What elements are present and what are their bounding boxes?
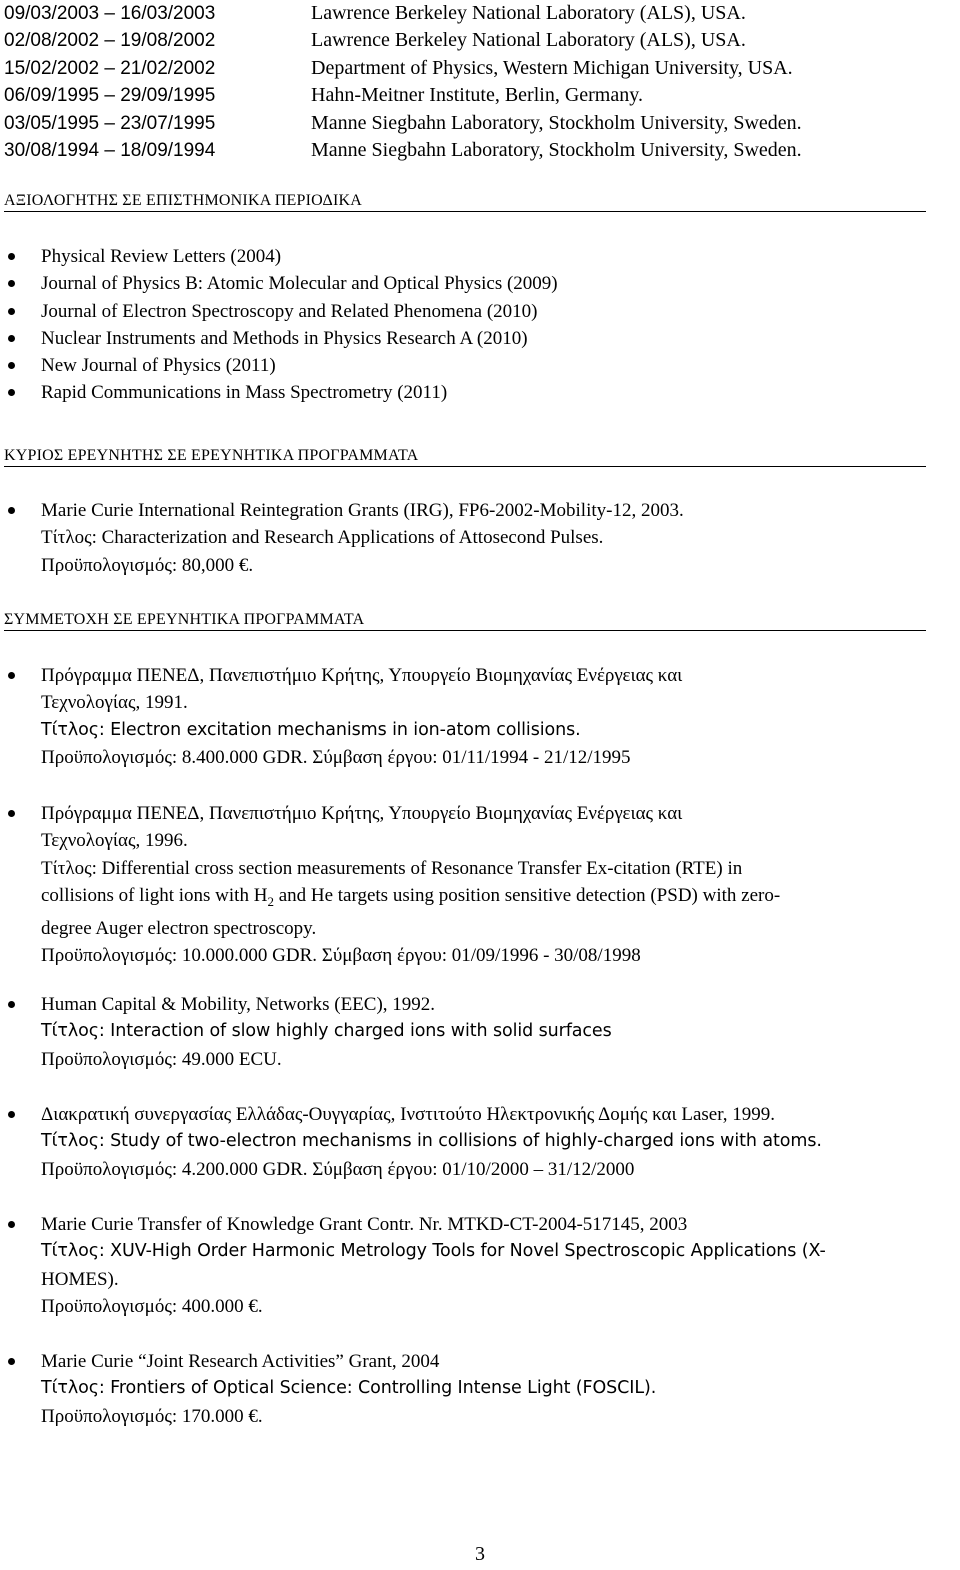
- journal-name: Journal of Electron Spectroscopy and Related Phenomena (2010): [41, 300, 538, 322]
- project-name-cont: Τεχνολογίας, 1991.: [41, 692, 188, 714]
- page-number: 3: [475, 1543, 485, 1565]
- project-name: Πρόγραμμα ΠΕΝΕΔ, Πανεπιστήμιο Κρήτης, Υπουργείο Βιομηχανίας Ενέργειας και: [41, 665, 683, 686]
- visit-row: [4, 27, 944, 54]
- project-name-cont: Τεχνολογίας, 1996.: [41, 830, 188, 852]
- list-item: [0, 270, 960, 297]
- project-title: Τίτλος: XUV-High Order Harmonic Metrology Tools for Novel Spectroscopic Applications (X-: [41, 1241, 826, 1262]
- project-budget: Προϋπολογισμός: 4.200.000 GDR. Σύμβαση έργου: 01/10/2000 – 31/12/2000: [41, 1158, 635, 1180]
- visit-place: Department of Physics, Western Michigan University, USA.: [311, 56, 793, 79]
- list-item: [0, 1211, 960, 1320]
- visit-dates: 09/03/2003 – 16/03/2003: [4, 3, 216, 24]
- project-title-cont: HOMES).: [41, 1268, 119, 1290]
- reviewer-section-title: ΑΞΙΟΛΟΓΗΤΗΣ ΣΕ ΕΠΙΣΤΗΜΟΝΙΚΑ ΠΕΡΙΟΔΙΚΑ: [4, 191, 926, 212]
- bullet-icon: [8, 280, 15, 287]
- project-title: Τίτλος: Study of two-electron mechanisms in collisions of highly-charged ions with atoms.: [41, 1131, 822, 1152]
- bullet-icon: [8, 389, 15, 396]
- visit-place: Lawrence Berkeley National Laboratory (ALS), USA.: [311, 29, 746, 52]
- list-item: [0, 662, 960, 771]
- visit-place: Lawrence Berkeley National Laboratory (ALS), USA.: [311, 2, 746, 24]
- bullet-icon: [8, 507, 15, 514]
- project-title-part: collisions of light ions with H: [41, 884, 268, 906]
- visit-dates: 03/05/1995 – 23/07/1995: [4, 112, 216, 134]
- list-item: [0, 325, 960, 352]
- reviewer-journal-list: [0, 243, 960, 407]
- pi-project-list: [0, 497, 960, 579]
- project-name: Marie Curie International Reintegration Grants (IRG), FP6-2002-Mobility-12, 2003.: [41, 500, 684, 521]
- project-name: Πρόγραμμα ΠΕΝΕΔ, Πανεπιστήμιο Κρήτης, Υπουργείο Βιομηχανίας Ενέργειας και: [41, 803, 683, 824]
- visit-row: [4, 82, 944, 109]
- visit-place: Hahn-Meitner Institute, Berlin, Germany.: [311, 84, 643, 107]
- project-name: Human Capital & Mobility, Networks (EEC), 1992.: [41, 994, 436, 1015]
- list-item: [0, 497, 960, 579]
- bullet-icon: [8, 1111, 15, 1118]
- participation-project: [0, 1211, 960, 1320]
- list-item: [0, 800, 960, 970]
- bullet-icon: [8, 810, 15, 817]
- list-item: [0, 1348, 960, 1430]
- journal-name: Rapid Communications in Mass Spectrometry (2011): [41, 382, 448, 404]
- participation-project: [0, 1101, 960, 1183]
- project-budget: Προϋπολογισμός: 170.000 €.: [41, 1405, 263, 1427]
- project-title-cont: [41, 882, 960, 915]
- list-item: [0, 352, 960, 379]
- project-title: Τίτλος: Frontiers of Optical Science: Controlling Intense Light (FOSCIL).: [41, 1378, 657, 1399]
- visit-row: [4, 0, 944, 27]
- journal-name: New Journal of Physics (2011): [41, 355, 276, 377]
- participation-project: [0, 1348, 960, 1430]
- visit-row: [4, 110, 944, 137]
- project-title: Τίτλος: Differential cross section measurements of Resonance Transfer Ex-citation (RTE) in: [41, 857, 743, 879]
- pi-section-title: ΚΥΡΙΟΣ ΕΡΕΥΝΗΤΗΣ ΣΕ ΕΡΕΥΝΗΤΙΚΑ ΠΡΟΓΡΑΜΜΑΤΑ: [4, 446, 926, 467]
- visit-row: [4, 137, 944, 164]
- bullet-icon: [8, 672, 15, 679]
- visit-dates: 06/09/1995 – 29/09/1995: [4, 85, 216, 107]
- project-name: Διακρατική συνεργασίας Ελλάδας-Ουγγαρίας, Ινστιτούτο Ηλεκτρονικής Δομής και Laser, 1999.: [41, 1104, 776, 1125]
- list-item: [0, 243, 960, 270]
- project-title: Τίτλος: Characterization and Research Applications of Attosecond Pulses.: [41, 527, 604, 549]
- bullet-icon: [8, 1221, 15, 1228]
- visit-dates: 15/02/2002 – 21/02/2002: [4, 57, 216, 79]
- bullet-icon: [8, 1358, 15, 1365]
- project-budget: Προϋπολογισμός: 400.000 €.: [41, 1295, 263, 1317]
- visit-dates: 02/08/2002 – 19/08/2002: [4, 30, 216, 52]
- list-item: [0, 379, 960, 406]
- participation-project: [0, 991, 960, 1073]
- journal-name: Journal of Physics B: Atomic Molecular and Optical Physics (2009): [41, 273, 558, 295]
- project-budget: Προϋπολογισμός: 80,000 €.: [41, 554, 254, 576]
- bullet-icon: [8, 362, 15, 369]
- journal-name: Nuclear Instruments and Methods in Physics Research A (2010): [41, 327, 528, 349]
- subscript: 2: [267, 893, 274, 909]
- list-item: [0, 1101, 960, 1183]
- list-item: [0, 991, 960, 1073]
- bullet-icon: [8, 1001, 15, 1008]
- journal-name: Physical Review Letters (2004): [41, 246, 282, 267]
- list-item: [0, 298, 960, 325]
- project-budget: Προϋπολογισμός: 10.000.000 GDR. Σύμβαση έργου: 01/09/1996 - 30/08/1998: [41, 945, 641, 967]
- project-title-part: and He targets using position sensitive detection (PSD) with zero-: [273, 884, 781, 906]
- participation-section-title: ΣΥΜΜΕΤΟΧΗ ΣΕ ΕΡΕΥΝΗΤΙΚΑ ΠΡΟΓΡΑΜΜΑΤΑ: [4, 610, 926, 631]
- participation-project: [0, 662, 960, 771]
- participation-project: [0, 800, 960, 970]
- bullet-icon: [8, 253, 15, 260]
- visit-row: [4, 55, 944, 82]
- bullet-icon: [8, 308, 15, 315]
- visit-dates: 30/08/1994 – 18/09/1994: [4, 139, 216, 161]
- project-budget: Προϋπολογισμός: 49.000 ECU.: [41, 1048, 282, 1070]
- visit-place: Manne Siegbahn Laboratory, Stockholm University, Sweden.: [311, 111, 802, 134]
- project-title: Τίτλος: Electron excitation mechanisms in ion-atom collisions.: [41, 719, 581, 740]
- project-title-cont: degree Auger electron spectroscopy.: [41, 917, 317, 939]
- visit-place: Manne Siegbahn Laboratory, Stockholm University, Sweden.: [311, 138, 802, 161]
- visits-list: [4, 0, 944, 164]
- bullet-icon: [8, 335, 15, 342]
- project-name: Marie Curie Transfer of Knowledge Grant Contr. Nr. MTKD-CT-2004-517145, 2003: [41, 1214, 688, 1235]
- project-budget: Προϋπολογισμός: 8.400.000 GDR. Σύμβαση έργου: 01/11/1994 - 21/12/1995: [41, 746, 631, 768]
- project-title: Τίτλος: Interaction of slow highly charged ions with solid surfaces: [41, 1021, 612, 1042]
- project-name: Marie Curie “Joint Research Activities” Grant, 2004: [41, 1351, 440, 1372]
